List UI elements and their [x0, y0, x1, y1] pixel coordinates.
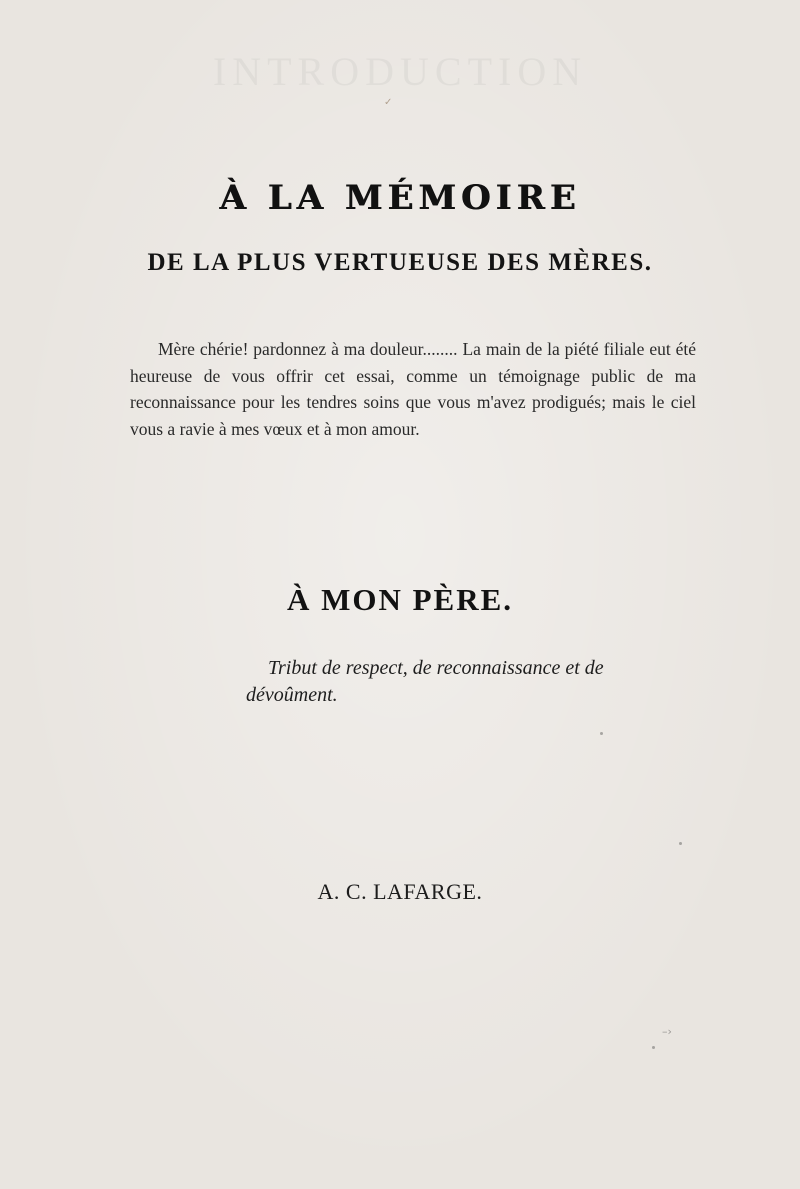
father-tribute-text: Tribut de respect, de reconnaissance et de dévoûment.: [246, 657, 604, 706]
father-dedication-title: À MON PÈRE.: [286, 582, 514, 617]
paper-speck: [600, 732, 603, 735]
paper-speck: [679, 842, 682, 845]
paper-speck: [652, 1046, 655, 1049]
ink-mark-icon: ✓: [384, 97, 393, 108]
faint-bleed-through-header: [0, 48, 800, 95]
mother-dedication-text: Mère chérie! pardonnez à ma douleur........ La main de la piété filiale eut été heureuse de vous offrir cet essai, comme un témoignage public de ma reconnaissance pour les tendres soins que vous m'avez prodigués; mais le ciel vous a ravie à mes vœux et à mon amour.: [130, 339, 696, 439]
memorial-title: À LA MÉMOIRE: [219, 178, 581, 218]
memorial-subtitle: DE LA PLUS VERTUEUSE DES MÈRES.: [147, 249, 653, 276]
author-signature: A. C. LAFARGE.: [317, 879, 483, 904]
stray-mark-icon: –›: [662, 1025, 672, 1038]
